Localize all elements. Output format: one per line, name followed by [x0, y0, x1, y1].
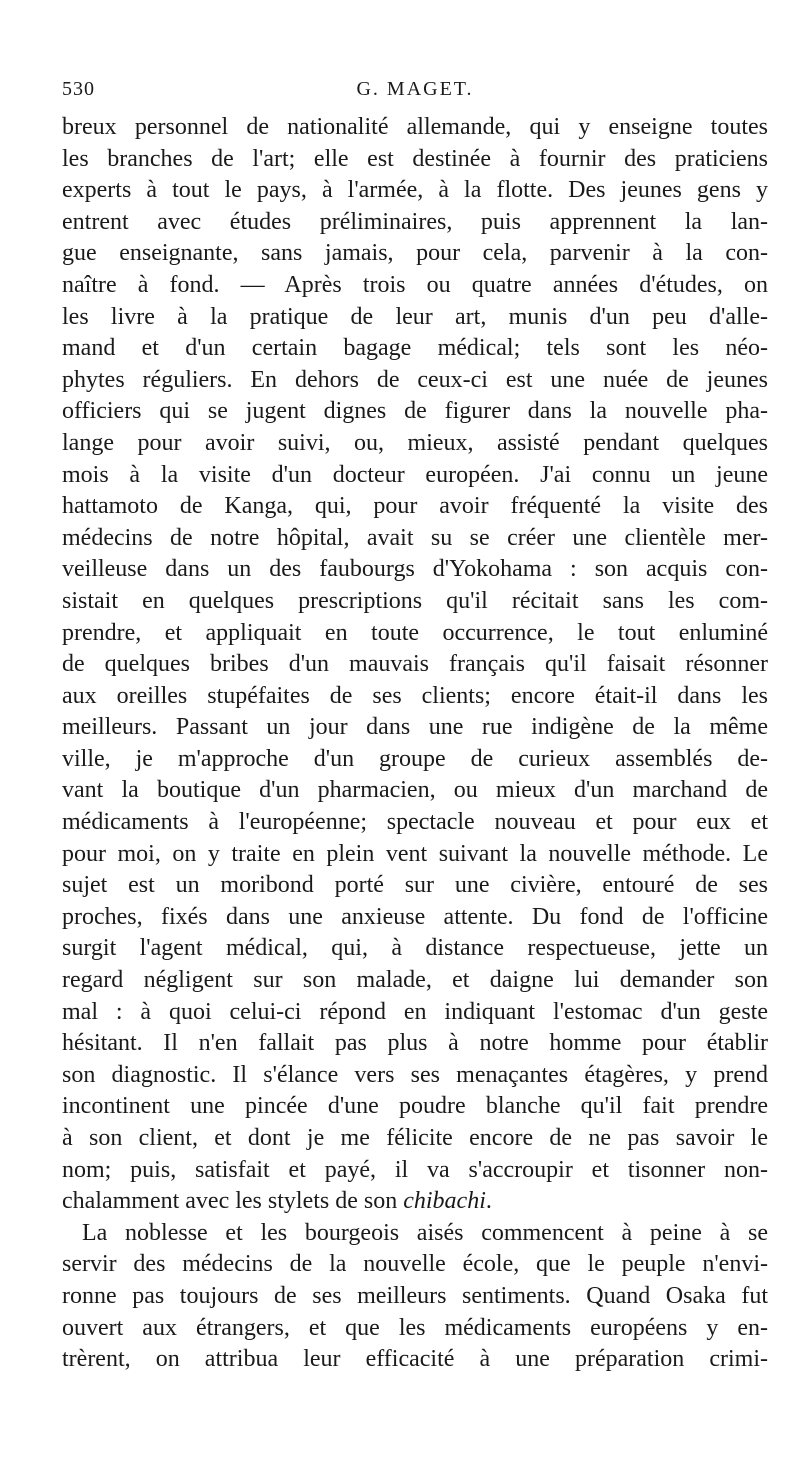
text-line: hésitant. Il n'en fallait pas plus à notre homme pour établir	[62, 1030, 768, 1057]
body-text	[62, 112, 768, 1376]
text-line: ronne pas toujours de ses meilleurs sentiments. Quand Osaka fut	[62, 1282, 768, 1309]
text-line: nom; puis, satisfait et payé, il va s'accroupir et tisonner non-	[62, 1156, 768, 1183]
text-line: incontinent une pincée d'une poudre blanche qu'il fait prendre	[62, 1093, 768, 1120]
running-head: G. MAGET.	[356, 78, 474, 100]
text-line: aux oreilles stupéfaites de ses clients; encore était-il dans les	[62, 682, 768, 709]
text-line: mois à la visite d'un docteur européen. J'ai connu un jeune	[62, 461, 768, 488]
text-line: mand et d'un certain bagage médical; tels sont les néo-	[62, 335, 768, 362]
text-line: prendre, et appliquait en toute occurrence, le tout enluminé	[62, 619, 768, 646]
text-line: mal : à quoi celui-ci répond en indiquant l'estomac d'un geste	[62, 998, 768, 1025]
document-page	[62, 78, 768, 1376]
text-line: surgit l'agent médical, qui, à distance respectueuse, jette un	[62, 935, 768, 962]
text-line: meilleurs. Passant un jour dans une rue indigène de la même	[62, 714, 768, 741]
text-line: proches, fixés dans une anxieuse attente. Du fond de l'officine	[62, 903, 768, 930]
text-line: médecins de notre hôpital, avait su se créer une clientèle mer-	[62, 524, 768, 551]
text-line: hattamoto de Kanga, qui, pour avoir fréquenté la visite des	[62, 493, 768, 520]
text-line: les livre à la pratique de leur art, munis d'un peu d'alle-	[62, 303, 768, 330]
text-line: sujet est un moribond porté sur une civière, entouré de ses	[62, 872, 768, 899]
text-line: ouvert aux étrangers, et que les médicaments européens y en-	[62, 1314, 768, 1341]
text-line: trèrent, on attribua leur efficacité à une préparation crimi-	[62, 1346, 768, 1373]
text-line: médicaments à l'européenne; spectacle nouveau et pour eux et	[62, 809, 768, 836]
paragraph-1	[62, 112, 768, 1218]
text-line: à son client, et dont je me félicite encore de ne pas savoir le	[62, 1125, 768, 1151]
text-line: entrent avec études préliminaires, puis apprennent la lan-	[62, 208, 768, 235]
page-number: 530	[62, 78, 95, 100]
italic-term: chibachi	[403, 1188, 486, 1215]
last-line-text: chalamment avec les stylets de son	[62, 1188, 404, 1215]
text-line: sistait en quelques prescriptions qu'il récitait sans les com-	[62, 587, 768, 614]
text-line-last	[62, 1186, 768, 1218]
text-line: phytes réguliers. En dehors de ceux-ci est une nuée de jeunes	[62, 366, 768, 393]
text-line: La noblesse et les bourgeois aisés commencent à peine à se	[82, 1219, 768, 1246]
text-line: experts à tout le pays, à l'armée, à la flotte. Des jeunes gens y	[62, 177, 768, 204]
page-header	[62, 78, 768, 112]
text-line: les branches de l'art; elle est destinée à fournir des praticiens	[62, 145, 768, 172]
text-line: son diagnostic. Il s'élance vers ses menaçantes étagères, y prend	[62, 1061, 768, 1088]
text-line: officiers qui se jugent dignes de figurer dans la nouvelle pha-	[62, 398, 768, 425]
text-line: ville, je m'approche d'un groupe de curieux assemblés de-	[62, 745, 768, 772]
text-line: regard négligent sur son malade, et daigne lui demander son	[62, 967, 768, 994]
text-line: gue enseignante, sans jamais, pour cela, parvenir à la con-	[62, 240, 768, 267]
last-line-punctuation: .	[485, 1188, 492, 1215]
text-line: breux personnel de nationalité allemande, qui y enseigne toutes	[62, 114, 768, 140]
text-line: naître à fond. — Après trois ou quatre années d'études, on	[62, 271, 768, 298]
paragraph-2	[62, 1218, 768, 1376]
text-line: servir des médecins de la nouvelle école, que le peuple n'envi-	[62, 1251, 768, 1278]
text-line: vant la boutique d'un pharmacien, ou mieux d'un marchand de	[62, 777, 768, 804]
text-line: lange pour avoir suivi, ou, mieux, assisté pendant quelques	[62, 429, 768, 456]
text-line: pour moi, on y traite en plein vent suivant la nouvelle méthode. Le	[62, 840, 768, 867]
text-line: de quelques bribes d'un mauvais français qu'il faisait résonner	[62, 651, 768, 678]
text-line: veilleuse dans un des faubourgs d'Yokohama : son acquis con-	[62, 556, 768, 583]
